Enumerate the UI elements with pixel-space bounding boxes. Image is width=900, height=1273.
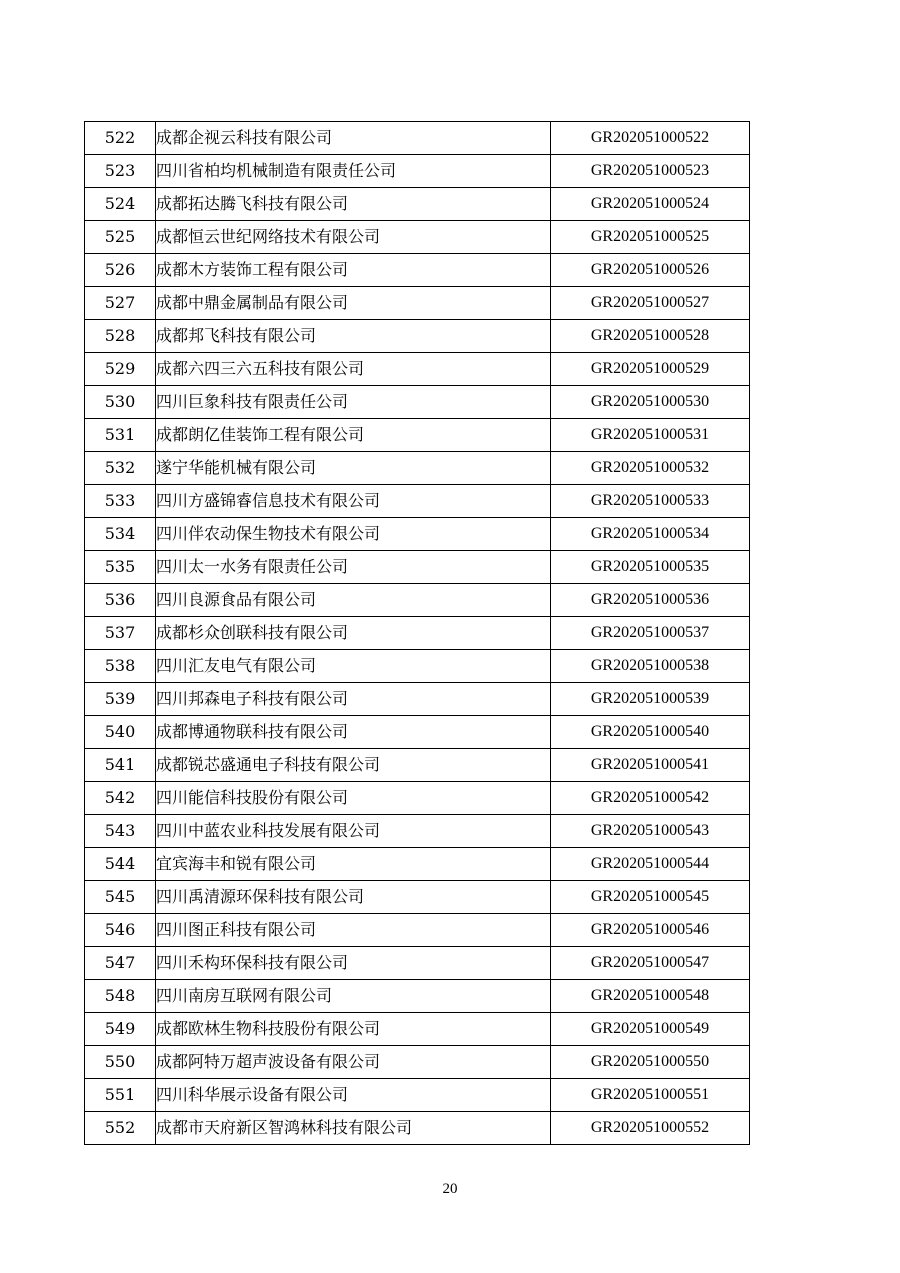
row-number: 535 [85, 551, 156, 584]
certificate-number: GR202051000537 [551, 617, 750, 650]
table-row [85, 617, 750, 650]
company-name: 成都企视云科技有限公司 [156, 122, 551, 155]
table-row [85, 683, 750, 716]
company-name: 四川良源食品有限公司 [156, 584, 551, 617]
table-row [85, 881, 750, 914]
company-table [84, 121, 750, 1145]
row-number: 539 [85, 683, 156, 716]
row-number: 537 [85, 617, 156, 650]
row-number: 523 [85, 155, 156, 188]
row-number: 552 [85, 1112, 156, 1145]
table-row [85, 353, 750, 386]
table-row [85, 947, 750, 980]
row-number: 527 [85, 287, 156, 320]
company-name: 四川禹清源环保科技有限公司 [156, 881, 551, 914]
certificate-number: GR202051000535 [551, 551, 750, 584]
table-row [85, 584, 750, 617]
certificate-number: GR202051000534 [551, 518, 750, 551]
certificate-number: GR202051000530 [551, 386, 750, 419]
company-name: 成都六四三六五科技有限公司 [156, 353, 551, 386]
table-row [85, 1046, 750, 1079]
table-row [85, 386, 750, 419]
row-number: 550 [85, 1046, 156, 1079]
company-name: 四川禾构环保科技有限公司 [156, 947, 551, 980]
table-row [85, 1079, 750, 1112]
company-name: 成都恒云世纪网络技术有限公司 [156, 221, 551, 254]
table-row [85, 518, 750, 551]
row-number: 545 [85, 881, 156, 914]
page-number: 20 [442, 1181, 458, 1197]
certificate-number: GR202051000547 [551, 947, 750, 980]
table-row [85, 848, 750, 881]
row-number: 543 [85, 815, 156, 848]
company-name: 成都阿特万超声波设备有限公司 [156, 1046, 551, 1079]
company-name: 成都锐芯盛通电子科技有限公司 [156, 749, 551, 782]
table-row [85, 980, 750, 1013]
table-row [85, 914, 750, 947]
table-row [85, 485, 750, 518]
certificate-number: GR202051000548 [551, 980, 750, 1013]
company-name: 成都邦飞科技有限公司 [156, 320, 551, 353]
certificate-number: GR202051000540 [551, 716, 750, 749]
table-row [85, 749, 750, 782]
company-name: 成都拓达腾飞科技有限公司 [156, 188, 551, 221]
row-number: 522 [85, 122, 156, 155]
company-name: 四川伴农动保生物技术有限公司 [156, 518, 551, 551]
table-row [85, 254, 750, 287]
company-name: 四川科华展示设备有限公司 [156, 1079, 551, 1112]
table-row [85, 287, 750, 320]
company-name: 成都市天府新区智鸿林科技有限公司 [156, 1112, 551, 1145]
table-row [85, 650, 750, 683]
company-name: 成都欧林生物科技股份有限公司 [156, 1013, 551, 1046]
table-row [85, 782, 750, 815]
table-body [85, 122, 750, 1145]
table-row [85, 320, 750, 353]
certificate-number: GR202051000527 [551, 287, 750, 320]
row-number: 542 [85, 782, 156, 815]
company-name: 四川太一水务有限责任公司 [156, 551, 551, 584]
certificate-number: GR202051000549 [551, 1013, 750, 1046]
company-name: 四川方盛锦睿信息技术有限公司 [156, 485, 551, 518]
table-row [85, 188, 750, 221]
certificate-number: GR202051000538 [551, 650, 750, 683]
row-number: 549 [85, 1013, 156, 1046]
row-number: 536 [85, 584, 156, 617]
table-row [85, 815, 750, 848]
company-name: 四川邦森电子科技有限公司 [156, 683, 551, 716]
company-name: 成都中鼎金属制品有限公司 [156, 287, 551, 320]
row-number: 534 [85, 518, 156, 551]
table-row [85, 1112, 750, 1145]
certificate-number: GR202051000529 [551, 353, 750, 386]
certificate-number: GR202051000523 [551, 155, 750, 188]
row-number: 544 [85, 848, 156, 881]
certificate-number: GR202051000551 [551, 1079, 750, 1112]
row-number: 547 [85, 947, 156, 980]
row-number: 541 [85, 749, 156, 782]
row-number: 546 [85, 914, 156, 947]
company-name: 成都木方装饰工程有限公司 [156, 254, 551, 287]
certificate-number: GR202051000524 [551, 188, 750, 221]
certificate-number: GR202051000542 [551, 782, 750, 815]
company-name: 四川省柏均机械制造有限责任公司 [156, 155, 551, 188]
certificate-number: GR202051000528 [551, 320, 750, 353]
table-row [85, 716, 750, 749]
company-name: 成都博通物联科技有限公司 [156, 716, 551, 749]
certificate-number: GR202051000544 [551, 848, 750, 881]
table-row [85, 452, 750, 485]
table-row [85, 419, 750, 452]
row-number: 526 [85, 254, 156, 287]
row-number: 538 [85, 650, 156, 683]
certificate-number: GR202051000539 [551, 683, 750, 716]
certificate-number: GR202051000531 [551, 419, 750, 452]
certificate-number: GR202051000533 [551, 485, 750, 518]
company-name: 成都朗亿佳装饰工程有限公司 [156, 419, 551, 452]
row-number: 548 [85, 980, 156, 1013]
company-name: 四川能信科技股份有限公司 [156, 782, 551, 815]
row-number: 530 [85, 386, 156, 419]
table-row [85, 221, 750, 254]
row-number: 525 [85, 221, 156, 254]
certificate-number: GR202051000546 [551, 914, 750, 947]
certificate-number: GR202051000550 [551, 1046, 750, 1079]
row-number: 528 [85, 320, 156, 353]
row-number: 540 [85, 716, 156, 749]
certificate-number: GR202051000543 [551, 815, 750, 848]
table-row [85, 155, 750, 188]
row-number: 531 [85, 419, 156, 452]
company-name: 四川中蓝农业科技发展有限公司 [156, 815, 551, 848]
certificate-number: GR202051000536 [551, 584, 750, 617]
table-row [85, 122, 750, 155]
certificate-number: GR202051000552 [551, 1112, 750, 1145]
company-name: 遂宁华能机械有限公司 [156, 452, 551, 485]
row-number: 533 [85, 485, 156, 518]
company-name: 四川图正科技有限公司 [156, 914, 551, 947]
certificate-number: GR202051000526 [551, 254, 750, 287]
row-number: 524 [85, 188, 156, 221]
row-number: 529 [85, 353, 156, 386]
table-row [85, 551, 750, 584]
company-name: 四川南房互联网有限公司 [156, 980, 551, 1013]
company-name: 成都杉众创联科技有限公司 [156, 617, 551, 650]
company-name: 四川巨象科技有限责任公司 [156, 386, 551, 419]
row-number: 532 [85, 452, 156, 485]
certificate-number: GR202051000532 [551, 452, 750, 485]
certificate-number: GR202051000545 [551, 881, 750, 914]
row-number: 551 [85, 1079, 156, 1112]
table-row [85, 1013, 750, 1046]
certificate-number: GR202051000541 [551, 749, 750, 782]
certificate-number: GR202051000525 [551, 221, 750, 254]
certificate-number: GR202051000522 [551, 122, 750, 155]
company-name: 四川汇友电气有限公司 [156, 650, 551, 683]
company-name: 宜宾海丰和锐有限公司 [156, 848, 551, 881]
